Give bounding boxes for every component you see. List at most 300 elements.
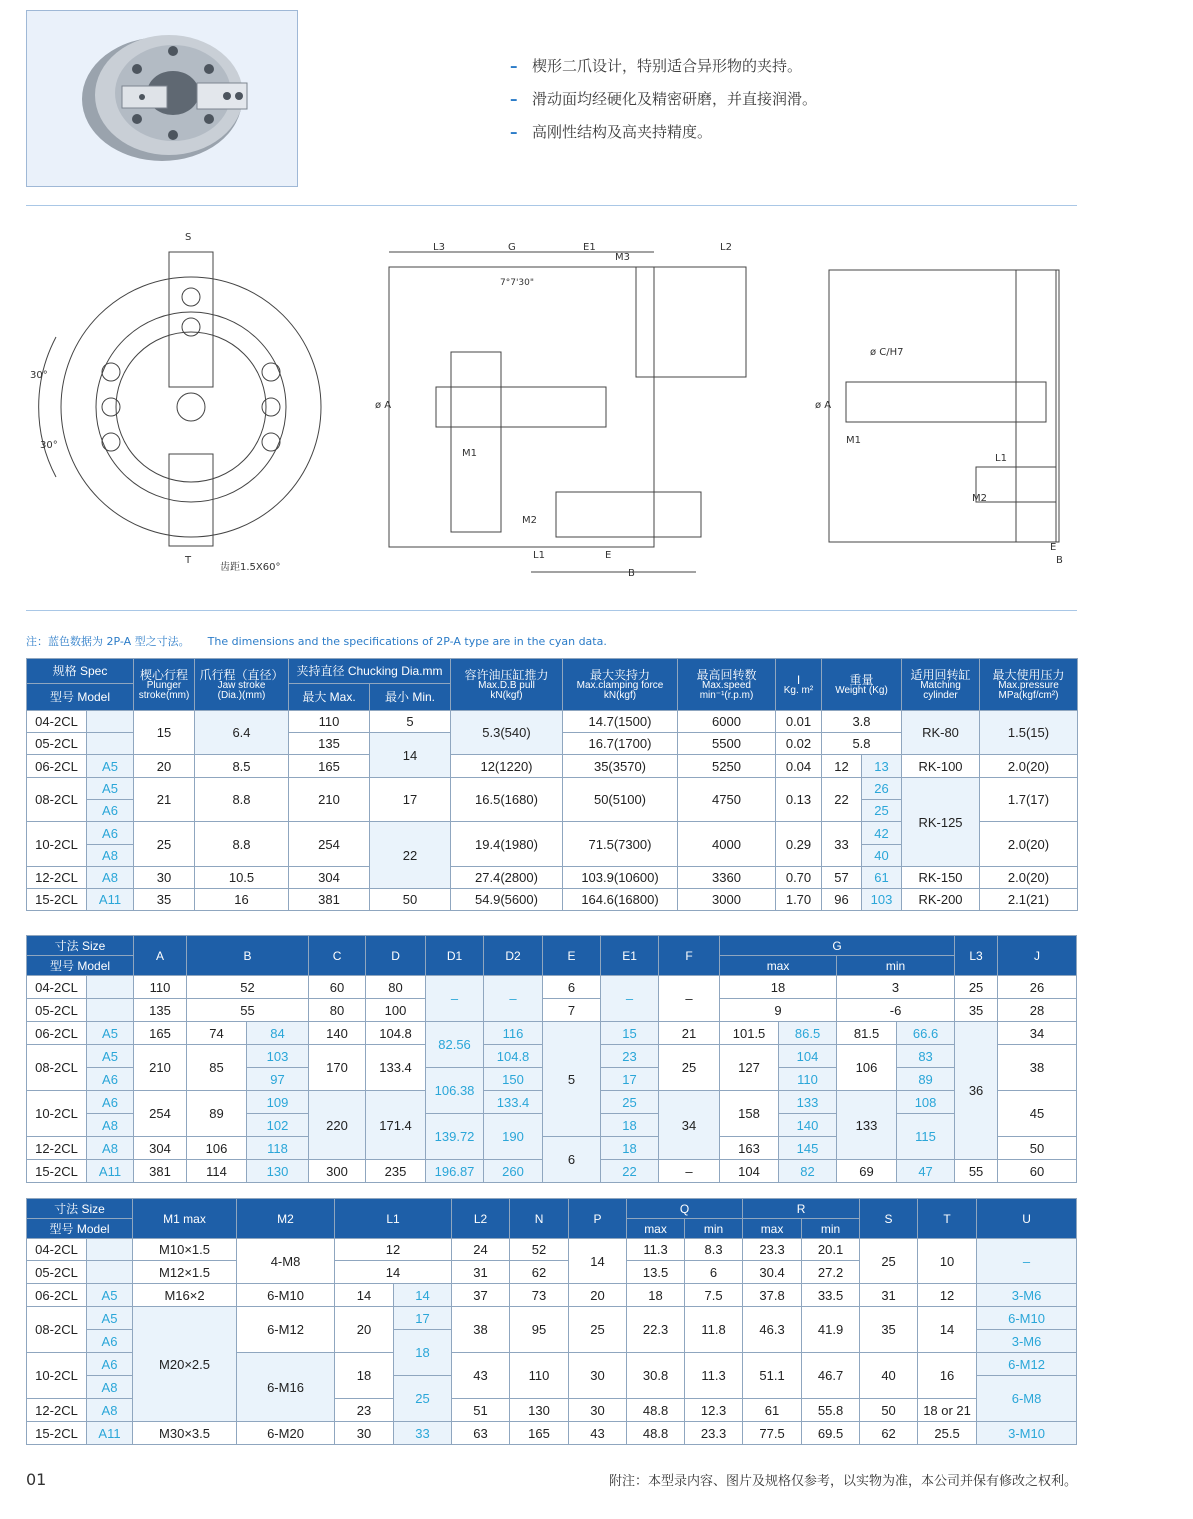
clamp-cell: 35(3570): [563, 755, 678, 778]
header-q-min: min: [685, 1219, 743, 1239]
n-cell: 62: [510, 1261, 569, 1284]
model-cell: A8: [87, 1137, 134, 1160]
model-cell: A6: [87, 1091, 134, 1114]
plunger-cell: 25: [134, 822, 195, 867]
a-cell: 381: [134, 1160, 187, 1183]
pull-cell: 19.4(1980): [451, 822, 563, 867]
p-cell: 30: [569, 1399, 627, 1422]
g-max-a-cell: 145: [779, 1137, 837, 1160]
g-max-a-cell: 140: [779, 1114, 837, 1137]
u-cell: 6-M12: [977, 1353, 1077, 1376]
plunger-cell: 20: [134, 755, 195, 778]
model-cell: A8: [87, 867, 134, 889]
model-cell: A5: [87, 1022, 134, 1045]
chuck-photo-illustration: [27, 11, 297, 186]
spec-cell: 12-2CL: [27, 1399, 87, 1422]
s-cell: 62: [860, 1422, 918, 1445]
e1-cell: 18: [601, 1137, 659, 1160]
model-cell: A5: [87, 1307, 133, 1330]
l1-a-cell: 17: [394, 1307, 452, 1330]
d1-cell: 196.87: [426, 1160, 484, 1183]
q-max-cell: 48.8: [627, 1422, 685, 1445]
model-cell: A11: [87, 1160, 134, 1183]
header-n: N: [510, 1199, 569, 1239]
weight-a-cell: 103: [862, 889, 902, 911]
label-e1: E1: [583, 242, 596, 253]
header-e1: E1: [601, 936, 659, 976]
d2-cell: 260: [484, 1160, 543, 1183]
min-cell: 5: [370, 711, 451, 733]
e1-cell: 15: [601, 1022, 659, 1045]
t-cell: 12: [918, 1284, 977, 1307]
speed-cell: 6000: [678, 711, 776, 733]
u-cell: 3-M6: [977, 1330, 1077, 1353]
r-min-cell: 46.7: [802, 1353, 860, 1399]
speed-cell: 4000: [678, 822, 776, 867]
header-j: J: [998, 936, 1077, 976]
b-cell: 106: [187, 1137, 247, 1160]
jaw-cell: 10.5: [195, 867, 289, 889]
jaw-cell: 8.5: [195, 755, 289, 778]
b-a-cell: 97: [247, 1068, 309, 1091]
spec-cell: 15-2CL: [27, 889, 87, 911]
l2-cell: 63: [452, 1422, 510, 1445]
header-inertia: I Kg. m²: [776, 659, 822, 711]
pressure-cell: 2.0(20): [980, 867, 1078, 889]
spec-cell: 06-2CL: [27, 1022, 87, 1045]
label-rear-m1: M1: [846, 435, 861, 446]
d-cell: 104.8: [366, 1022, 426, 1045]
model-cell: [87, 711, 134, 733]
l1-cell: 12: [335, 1239, 452, 1261]
pressure-cell: 2.0(20): [980, 822, 1078, 867]
b-cell: 74: [187, 1022, 247, 1045]
model-cell: A8: [87, 1399, 133, 1422]
speed-cell: 4750: [678, 778, 776, 822]
clamp-cell: 50(5100): [563, 778, 678, 822]
d-cell: 80: [366, 976, 426, 999]
model-cell: A6: [87, 822, 134, 845]
technical-drawing: [26, 222, 1077, 592]
weight-cell: 3.8: [822, 711, 902, 733]
header-b: B: [187, 936, 309, 976]
p-cell: 14: [569, 1239, 627, 1284]
plunger-cell: 30: [134, 867, 195, 889]
inertia-cell: 0.70: [776, 867, 822, 889]
weight-a-cell: 40: [862, 845, 902, 867]
r-min-cell: 20.1: [802, 1239, 860, 1261]
max-cell: 254: [289, 822, 370, 867]
header-p: P: [569, 1199, 627, 1239]
clamp-cell: 71.5(7300): [563, 822, 678, 867]
m2-cell: 6-M10: [237, 1284, 335, 1307]
cylinder-cell: RK-100: [902, 755, 980, 778]
d1-cell: 106.38: [426, 1068, 484, 1114]
e1-cell: 22: [601, 1160, 659, 1183]
c-cell: 140: [309, 1022, 366, 1045]
header-clamp: 最大夹持力 Max.clamping force kN(kgf): [563, 659, 678, 711]
r-max-cell: 61: [743, 1399, 802, 1422]
clamp-cell: 14.7(1500): [563, 711, 678, 733]
j-cell: 45: [998, 1091, 1077, 1137]
b-cell: 89: [187, 1091, 247, 1137]
l3-cell: 55: [955, 1160, 998, 1183]
cylinder-cell: RK-200: [902, 889, 980, 911]
pull-cell: 16.5(1680): [451, 778, 563, 822]
g-max-cell: 127: [720, 1045, 779, 1091]
inertia-cell: 0.13: [776, 778, 822, 822]
pull-cell: 5.3(540): [451, 711, 563, 755]
jaw-cell: 8.8: [195, 822, 289, 867]
max-cell: 210: [289, 778, 370, 822]
header-plunger: 楔心行程 Plunger stroke(mm): [134, 659, 195, 711]
q-min-cell: 11.3: [685, 1353, 743, 1399]
spec-cell: 12-2CL: [27, 1137, 87, 1160]
r-max-cell: 51.1: [743, 1353, 802, 1399]
pull-cell: 27.4(2800): [451, 867, 563, 889]
jaw-cell: 16: [195, 889, 289, 911]
clamp-cell: 16.7(1700): [563, 733, 678, 755]
model-cell: A11: [87, 1422, 133, 1445]
min-cell: 14: [370, 733, 451, 778]
g-min-cell: 81.5: [837, 1022, 897, 1045]
feature-list: [510, 54, 1070, 153]
p-cell: 43: [569, 1422, 627, 1445]
product-photo: [26, 10, 298, 187]
max-cell: 135: [289, 733, 370, 755]
g-max-a-cell: 110: [779, 1068, 837, 1091]
header-r-min: min: [802, 1219, 860, 1239]
g-max-cell: 9: [720, 999, 837, 1022]
g-min-a-cell: 108: [897, 1091, 955, 1114]
b-a-cell: 102: [247, 1114, 309, 1137]
q-min-cell: 7.5: [685, 1284, 743, 1307]
drawing-svg: [26, 222, 1077, 592]
label-side-m2: M2: [522, 515, 537, 526]
header-l1: L1: [335, 1199, 452, 1239]
r-max-cell: 23.3: [743, 1239, 802, 1261]
cylinder-cell: RK-125: [902, 778, 980, 867]
header-chuck: 夹持直径 Chucking Dia.mm: [289, 659, 451, 684]
max-cell: 381: [289, 889, 370, 911]
header-pressure: 最大使用压力 Max.pressure MPa(kgf/cm²): [980, 659, 1078, 711]
l2-cell: 38: [452, 1307, 510, 1353]
weight-cell: 57: [822, 867, 862, 889]
header-r-max: max: [743, 1219, 802, 1239]
l1-cell: 14: [335, 1284, 394, 1307]
model-cell: A5: [87, 755, 134, 778]
r-max-cell: 77.5: [743, 1422, 802, 1445]
u-cell: 6-M10: [977, 1307, 1077, 1330]
weight-cell: 5.8: [822, 733, 902, 755]
header-e: E: [543, 936, 601, 976]
spec-cell: 10-2CL: [27, 1091, 87, 1137]
spec-cell: 10-2CL: [27, 1353, 87, 1399]
feature-item: – 高刚性结构及高夹持精度。: [510, 123, 713, 141]
f-cell: 34: [659, 1091, 720, 1160]
b-a-cell: 109: [247, 1091, 309, 1114]
spec-cell: 06-2CL: [27, 755, 87, 778]
b-a-cell: 118: [247, 1137, 309, 1160]
m2-cell: 4-M8: [237, 1239, 335, 1284]
spec-cell: 12-2CL: [27, 867, 87, 889]
label-angle-upper: 30°: [30, 370, 48, 381]
model-cell: A6: [87, 800, 134, 822]
g-min-cell: 106: [837, 1045, 897, 1091]
model-cell: [87, 999, 134, 1022]
g-min-a-cell: 89: [897, 1068, 955, 1091]
label-side-m1: M1: [462, 448, 477, 459]
g-min-cell: 133: [837, 1091, 897, 1160]
q-max-cell: 30.8: [627, 1353, 685, 1399]
weight-a-cell: 26: [862, 778, 902, 800]
label-taper: 7°7'30": [500, 278, 535, 288]
feature-item: – 楔形二爪设计，特别适合异形物的夹持。: [510, 57, 803, 75]
spec-cell: 06-2CL: [27, 1284, 87, 1307]
n-cell: 110: [510, 1353, 569, 1399]
d-cell: 133.4: [366, 1045, 426, 1091]
jaw-cell: 6.4: [195, 711, 289, 755]
inertia-cell: 0.29: [776, 822, 822, 867]
d2-cell: 104.8: [484, 1045, 543, 1068]
label-rear-l3: ø C/H7: [870, 347, 904, 358]
label-angle-lower: 30°: [40, 440, 58, 451]
inertia-cell: 1.70: [776, 889, 822, 911]
r-max-cell: 30.4: [743, 1261, 802, 1284]
header-d1: D1: [426, 936, 484, 976]
d-cell: 100: [366, 999, 426, 1022]
m2-cell: 6-M20: [237, 1422, 335, 1445]
r-max-cell: 46.3: [743, 1307, 802, 1353]
r-min-cell: 55.8: [802, 1399, 860, 1422]
header-g-min: min: [837, 956, 955, 976]
u-cell: 3-M6: [977, 1284, 1077, 1307]
j-cell: 50: [998, 1137, 1077, 1160]
l1-a-cell: 18: [394, 1330, 452, 1376]
speed-cell: 3360: [678, 867, 776, 889]
q-min-cell: 11.8: [685, 1307, 743, 1353]
t-cell: 18 or 21: [918, 1399, 977, 1422]
f-cell: 25: [659, 1045, 720, 1091]
t-cell: 14: [918, 1307, 977, 1353]
label-side-e: E: [605, 550, 612, 561]
max-cell: 165: [289, 755, 370, 778]
plunger-cell: 35: [134, 889, 195, 911]
header-q-max: max: [627, 1219, 685, 1239]
spec-cell: 10-2CL: [27, 822, 87, 867]
l2-cell: 24: [452, 1239, 510, 1261]
a-cell: 165: [134, 1022, 187, 1045]
pull-cell: 54.9(5600): [451, 889, 563, 911]
b-a-cell: 103: [247, 1045, 309, 1068]
header-s: S: [860, 1199, 918, 1239]
pressure-cell: 2.0(20): [980, 755, 1078, 778]
header-u: U: [977, 1199, 1077, 1239]
max-cell: 304: [289, 867, 370, 889]
weight-a-cell: 61: [862, 867, 902, 889]
n-cell: 95: [510, 1307, 569, 1353]
n-cell: 52: [510, 1239, 569, 1261]
d1-cell: 82.56: [426, 1022, 484, 1068]
page-number: 01: [26, 1470, 47, 1489]
d1-cell: –: [426, 976, 484, 1022]
l2-cell: 51: [452, 1399, 510, 1422]
header-l3: L3: [955, 936, 998, 976]
j-cell: 38: [998, 1045, 1077, 1091]
g-min-cell: -6: [837, 999, 955, 1022]
p-cell: 20: [569, 1284, 627, 1307]
model-cell: [87, 733, 134, 755]
g-max-cell: 101.5: [720, 1022, 779, 1045]
header-speed: 最高回转数 Max.speed min⁻¹(r.p.m): [678, 659, 776, 711]
weight-a-cell: 13: [862, 755, 902, 778]
l1-cell: 18: [335, 1353, 394, 1399]
jaw-cell: 8.8: [195, 778, 289, 822]
pressure-cell: 1.7(17): [980, 778, 1078, 822]
b-cell: 55: [187, 999, 309, 1022]
m1-cell: M30×3.5: [133, 1422, 237, 1445]
model-cell: A8: [87, 1114, 134, 1137]
f-cell: –: [659, 1160, 720, 1183]
l1-a-cell: 25: [394, 1376, 452, 1422]
m1-cell: M16×2: [133, 1284, 237, 1307]
header-m1: M1 max: [133, 1199, 237, 1239]
e1-cell: 17: [601, 1068, 659, 1091]
r-min-cell: 41.9: [802, 1307, 860, 1353]
inertia-cell: 0.04: [776, 755, 822, 778]
header-jaw: 爪行程（直径） Jaw stroke (Dia.)(mm): [195, 659, 289, 711]
weight-cell: 33: [822, 822, 862, 867]
speed-cell: 5250: [678, 755, 776, 778]
s-cell: 31: [860, 1284, 918, 1307]
header-g: G: [720, 936, 955, 956]
e-cell: 6: [543, 976, 601, 999]
b-cell: 85: [187, 1045, 247, 1091]
model-cell: [87, 1261, 133, 1284]
d2-cell: –: [484, 976, 543, 1022]
u-cell: –: [977, 1239, 1077, 1284]
label-t: T: [185, 555, 192, 566]
header-size: 寸法 Size: [27, 1199, 133, 1219]
t-cell: 16: [918, 1353, 977, 1399]
model-cell: A5: [87, 1284, 133, 1307]
e-cell: 7: [543, 999, 601, 1022]
a-cell: 210: [134, 1045, 187, 1091]
e1-cell: –: [601, 976, 659, 1022]
m1-cell: M10×1.5: [133, 1239, 237, 1261]
weight-cell: 96: [822, 889, 862, 911]
g-max-cell: 18: [720, 976, 837, 999]
c-cell: 60: [309, 976, 366, 999]
footer-note: 附注：本型录内容、图片及规格仅参考，以实物为准，本公司并保有修改之权利。: [608, 1474, 1077, 1489]
b-cell: 114: [187, 1160, 247, 1183]
b-a-cell: 84: [247, 1022, 309, 1045]
cylinder-cell: RK-80: [902, 711, 980, 755]
weight-cell: 12: [822, 755, 862, 778]
a-cell: 254: [134, 1091, 187, 1137]
min-cell: 17: [370, 778, 451, 822]
header-max: 最大 Max.: [289, 684, 370, 711]
g-max-a-cell: 104: [779, 1045, 837, 1068]
e1-cell: 23: [601, 1045, 659, 1068]
spec-cell: 15-2CL: [27, 1422, 87, 1445]
label-tooth-pitch: 齿距1.5X60°: [220, 562, 281, 573]
label-l2: L2: [720, 242, 732, 253]
r-min-cell: 69.5: [802, 1422, 860, 1445]
g-max-cell: 104: [720, 1160, 779, 1183]
label-s: S: [185, 232, 192, 243]
pull-cell: 12(1220): [451, 755, 563, 778]
l3-cell: 35: [955, 999, 998, 1022]
g-max-cell: 163: [720, 1137, 779, 1160]
c-cell: 300: [309, 1160, 366, 1183]
j-cell: 34: [998, 1022, 1077, 1045]
b-cell: 52: [187, 976, 309, 999]
dimension-table-1: [26, 935, 1077, 1183]
header-model: 型号 Model: [27, 684, 134, 711]
d-cell: 171.4: [366, 1091, 426, 1160]
header-d: D: [366, 936, 426, 976]
g-min-a-cell: 115: [897, 1114, 955, 1160]
a-cell: 110: [134, 976, 187, 999]
g-max-cell: 158: [720, 1091, 779, 1137]
g-max-a-cell: 82: [779, 1160, 837, 1183]
inertia-cell: 0.01: [776, 711, 822, 733]
model-cell: A5: [87, 778, 134, 800]
a-cell: 135: [134, 999, 187, 1022]
g-min-a-cell: 83: [897, 1045, 955, 1068]
b-a-cell: 130: [247, 1160, 309, 1183]
j-cell: 28: [998, 999, 1077, 1022]
weight-a-cell: 25: [862, 800, 902, 822]
header-spec: 规格 Spec: [27, 659, 134, 684]
pressure-cell: 1.5(15): [980, 711, 1078, 755]
cylinder-cell: RK-150: [902, 867, 980, 889]
spec-cell: 05-2CL: [27, 733, 87, 755]
g-max-a-cell: 133: [779, 1091, 837, 1114]
speed-cell: 5500: [678, 733, 776, 755]
model-cell: A11: [87, 889, 134, 911]
model-cell: A8: [87, 845, 134, 867]
spec-cell: 08-2CL: [27, 1307, 87, 1353]
m1-cell: M12×1.5: [133, 1261, 237, 1284]
d2-cell: 116: [484, 1022, 543, 1045]
l3-cell: 36: [955, 1022, 998, 1160]
divider: [26, 610, 1077, 611]
label-m3: M3: [615, 252, 630, 263]
label-side-l1: L1: [533, 550, 545, 561]
spec-table: [26, 658, 1078, 911]
header-model: 型号 Model: [27, 1219, 133, 1239]
header-c: C: [309, 936, 366, 976]
header-model: 型号 Model: [27, 956, 134, 976]
spec-cell: 04-2CL: [27, 711, 87, 733]
q-min-cell: 8.3: [685, 1239, 743, 1261]
weight-a-cell: 42: [862, 822, 902, 845]
weight-cell: 22: [822, 778, 862, 822]
d1-cell: 139.72: [426, 1114, 484, 1160]
s-cell: 40: [860, 1353, 918, 1399]
model-cell: A6: [87, 1353, 133, 1376]
u-cell: 6-M8: [977, 1376, 1077, 1422]
header-d2: D2: [484, 936, 543, 976]
spec-cell: 04-2CL: [27, 976, 87, 999]
spec-cell: 05-2CL: [27, 999, 87, 1022]
label-rear-m2: M2: [972, 493, 987, 504]
d-cell: 235: [366, 1160, 426, 1183]
header-l2: L2: [452, 1199, 510, 1239]
l1-a-cell: 14: [394, 1284, 452, 1307]
